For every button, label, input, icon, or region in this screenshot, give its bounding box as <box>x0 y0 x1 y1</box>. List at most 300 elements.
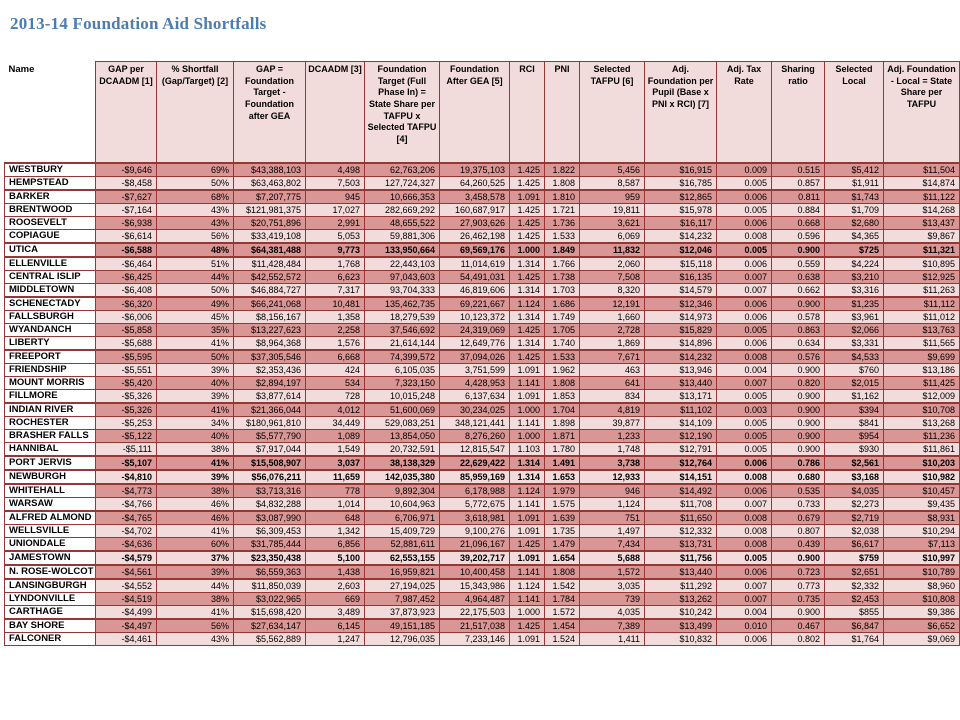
cell-adj-foundation-local-state-share: $9,699 <box>884 350 960 364</box>
cell-foundation-target-full-phase-in-: 6,105,035 <box>365 364 440 377</box>
cell-selected-tafpu-6: 751 <box>580 511 645 525</box>
district-name: ROCHESTER <box>5 417 96 430</box>
cell-adj-tax-rate: 0.008 <box>717 525 772 538</box>
cell-adj-foundation-local-state-share: $14,874 <box>884 177 960 191</box>
cell-foundation-after-gea-5: 11,014,619 <box>440 257 510 271</box>
district-name: BRENTWOOD <box>5 204 96 217</box>
cell-gap-foundation-target-foundation: $6,309,453 <box>234 525 306 538</box>
cell-selected-local: $760 <box>825 364 884 377</box>
cell-shortfall-gap-target-2: 69% <box>157 163 234 177</box>
cell-shortfall-gap-target-2: 43% <box>157 633 234 646</box>
cell-adj-foundation-local-state-share: $14,268 <box>884 204 960 217</box>
cell-gap-foundation-target-foundation: $11,428,484 <box>234 257 306 271</box>
cell-gap-per-dcaadm-1: -$6,464 <box>96 257 157 271</box>
cell-adj-foundation-local-state-share: $8,931 <box>884 511 960 525</box>
cell-gap-per-dcaadm-1: -$6,938 <box>96 217 157 230</box>
cell-sharing-ratio: 0.439 <box>772 538 825 552</box>
cell-adj-foundation-local-state-share: $11,565 <box>884 337 960 351</box>
cell-shortfall-gap-target-2: 56% <box>157 619 234 633</box>
cell-dcaadm-3: 1,358 <box>306 311 365 324</box>
cell-foundation-after-gea-5: 69,569,176 <box>440 243 510 257</box>
cell-sharing-ratio: 0.679 <box>772 511 825 525</box>
district-name: UNIONDALE <box>5 538 96 552</box>
cell-sharing-ratio: 0.900 <box>772 551 825 565</box>
cell-dcaadm-3: 2,258 <box>306 324 365 337</box>
cell-gap-foundation-target-foundation: $23,350,438 <box>234 551 306 565</box>
cell-gap-foundation-target-foundation: $15,698,420 <box>234 606 306 620</box>
cell-adj-tax-rate: 0.008 <box>717 470 772 484</box>
cell-adj-tax-rate: 0.006 <box>717 337 772 351</box>
cell-gap-foundation-target-foundation: $42,552,572 <box>234 271 306 284</box>
cell-adj-foundation-per-pupil-base-x-: $11,102 <box>645 403 717 417</box>
cell-gap-foundation-target-foundation: $63,463,802 <box>234 177 306 191</box>
cell-adj-tax-rate: 0.006 <box>717 484 772 498</box>
cell-selected-local: $3,316 <box>825 284 884 298</box>
cell-sharing-ratio: 0.723 <box>772 565 825 579</box>
cell-foundation-after-gea-5: 30,234,025 <box>440 403 510 417</box>
cell-gap-per-dcaadm-1: -$4,636 <box>96 538 157 552</box>
table-row-middletown <box>5 284 960 298</box>
cell-selected-local: $759 <box>825 551 884 565</box>
cell-dcaadm-3: 778 <box>306 484 365 498</box>
cell-dcaadm-3: 6,623 <box>306 271 365 284</box>
cell-gap-per-dcaadm-1: -$5,326 <box>96 390 157 404</box>
table-row-fallsburgh <box>5 311 960 324</box>
cell-adj-foundation-local-state-share: $9,386 <box>884 606 960 620</box>
cell-dcaadm-3: 9,773 <box>306 243 365 257</box>
table-row-lyndonville <box>5 593 960 606</box>
district-name: WARSAW <box>5 498 96 512</box>
cell-sharing-ratio: 0.900 <box>772 417 825 430</box>
cell-shortfall-gap-target-2: 38% <box>157 484 234 498</box>
cell-pni: 1.704 <box>545 403 580 417</box>
table-row-port-jervis <box>5 456 960 470</box>
cell-adj-foundation-local-state-share: $10,982 <box>884 470 960 484</box>
cell-gap-foundation-target-foundation: $2,353,436 <box>234 364 306 377</box>
cell-foundation-target-full-phase-in-: 62,763,206 <box>365 163 440 177</box>
cell-gap-foundation-target-foundation: $64,381,488 <box>234 243 306 257</box>
cell-sharing-ratio: 0.863 <box>772 324 825 337</box>
cell-gap-foundation-target-foundation: $3,087,990 <box>234 511 306 525</box>
cell-shortfall-gap-target-2: 46% <box>157 498 234 512</box>
cell-adj-foundation-per-pupil-base-x-: $14,896 <box>645 337 717 351</box>
cell-dcaadm-3: 6,668 <box>306 350 365 364</box>
cell-gap-foundation-target-foundation: $3,022,965 <box>234 593 306 606</box>
cell-dcaadm-3: 2,991 <box>306 217 365 230</box>
cell-adj-foundation-per-pupil-base-x-: $16,915 <box>645 163 717 177</box>
cell-shortfall-gap-target-2: 43% <box>157 217 234 230</box>
cell-adj-tax-rate: 0.005 <box>717 177 772 191</box>
cell-pni: 1.810 <box>545 190 580 204</box>
cell-dcaadm-3: 728 <box>306 390 365 404</box>
cell-pni: 1.491 <box>545 456 580 470</box>
table-row-n-rose-wolcot <box>5 565 960 579</box>
table-row-roosevelt <box>5 217 960 230</box>
cell-sharing-ratio: 0.900 <box>772 403 825 417</box>
cell-adj-foundation-per-pupil-base-x-: $15,829 <box>645 324 717 337</box>
table-row-central-islip <box>5 271 960 284</box>
cell-foundation-target-full-phase-in-: 18,279,539 <box>365 311 440 324</box>
cell-selected-tafpu-6: 959 <box>580 190 645 204</box>
table-row-newburgh <box>5 470 960 484</box>
cell-sharing-ratio: 0.900 <box>772 364 825 377</box>
cell-gap-per-dcaadm-1: -$4,519 <box>96 593 157 606</box>
cell-sharing-ratio: 0.668 <box>772 217 825 230</box>
table-row-jamestown <box>5 551 960 565</box>
cell-gap-foundation-target-foundation: $6,559,363 <box>234 565 306 579</box>
cell-foundation-after-gea-5: 64,260,525 <box>440 177 510 191</box>
cell-foundation-after-gea-5: 37,094,026 <box>440 350 510 364</box>
district-name: INDIAN RIVER <box>5 403 96 417</box>
cell-rci: 1.141 <box>510 417 545 430</box>
cell-sharing-ratio: 0.786 <box>772 456 825 470</box>
cell-foundation-target-full-phase-in-: 74,399,572 <box>365 350 440 364</box>
cell-foundation-after-gea-5: 24,319,069 <box>440 324 510 337</box>
cell-sharing-ratio: 0.515 <box>772 163 825 177</box>
district-name: FRIENDSHIP <box>5 364 96 377</box>
cell-rci: 1.314 <box>510 284 545 298</box>
cell-adj-foundation-per-pupil-base-x-: $13,946 <box>645 364 717 377</box>
cell-adj-tax-rate: 0.005 <box>717 243 772 257</box>
cell-adj-foundation-local-state-share: $11,321 <box>884 243 960 257</box>
cell-adj-tax-rate: 0.004 <box>717 364 772 377</box>
cell-gap-foundation-target-foundation: $4,832,288 <box>234 498 306 512</box>
cell-dcaadm-3: 669 <box>306 593 365 606</box>
cell-gap-foundation-target-foundation: $56,076,211 <box>234 470 306 484</box>
district-name: FALCONER <box>5 633 96 646</box>
cell-adj-tax-rate: 0.008 <box>717 538 772 552</box>
table-row-ellenville <box>5 257 960 271</box>
cell-adj-tax-rate: 0.005 <box>717 417 772 430</box>
cell-selected-local: $6,617 <box>825 538 884 552</box>
cell-sharing-ratio: 0.735 <box>772 593 825 606</box>
cell-adj-tax-rate: 0.005 <box>717 443 772 457</box>
cell-adj-foundation-local-state-share: $11,425 <box>884 377 960 390</box>
col-header-selected-tafpu-6: Selected TAFPU [6] <box>580 62 645 164</box>
col-header-name: Name <box>5 62 96 164</box>
cell-foundation-target-full-phase-in-: 93,704,333 <box>365 284 440 298</box>
cell-shortfall-gap-target-2: 44% <box>157 271 234 284</box>
cell-sharing-ratio: 0.467 <box>772 619 825 633</box>
cell-gap-per-dcaadm-1: -$5,551 <box>96 364 157 377</box>
cell-shortfall-gap-target-2: 43% <box>157 204 234 217</box>
cell-adj-foundation-per-pupil-base-x-: $12,791 <box>645 443 717 457</box>
cell-rci: 1.425 <box>510 350 545 364</box>
cell-pni: 1.766 <box>545 257 580 271</box>
cell-adj-foundation-per-pupil-base-x-: $12,764 <box>645 456 717 470</box>
cell-gap-per-dcaadm-1: -$4,561 <box>96 565 157 579</box>
cell-dcaadm-3: 1,438 <box>306 565 365 579</box>
cell-sharing-ratio: 0.900 <box>772 297 825 311</box>
cell-foundation-after-gea-5: 3,618,981 <box>440 511 510 525</box>
cell-foundation-target-full-phase-in-: 38,138,329 <box>365 456 440 470</box>
foundation-aid-shortfalls-table <box>4 61 960 646</box>
cell-sharing-ratio: 0.900 <box>772 443 825 457</box>
cell-adj-tax-rate: 0.006 <box>717 633 772 646</box>
table-row-alfred-almond <box>5 511 960 525</box>
district-name: LIBERTY <box>5 337 96 351</box>
cell-adj-tax-rate: 0.006 <box>717 311 772 324</box>
cell-shortfall-gap-target-2: 45% <box>157 311 234 324</box>
cell-pni: 1.686 <box>545 297 580 311</box>
cell-adj-tax-rate: 0.007 <box>717 271 772 284</box>
table-row-indian-river <box>5 403 960 417</box>
cell-selected-local: $4,224 <box>825 257 884 271</box>
cell-selected-tafpu-6: 3,738 <box>580 456 645 470</box>
cell-foundation-after-gea-5: 19,375,103 <box>440 163 510 177</box>
cell-selected-tafpu-6: 1,748 <box>580 443 645 457</box>
district-name: SCHENECTADY <box>5 297 96 311</box>
cell-rci: 1.314 <box>510 470 545 484</box>
cell-gap-per-dcaadm-1: -$4,461 <box>96 633 157 646</box>
cell-dcaadm-3: 7,317 <box>306 284 365 298</box>
cell-gap-per-dcaadm-1: -$4,766 <box>96 498 157 512</box>
cell-adj-foundation-local-state-share: $11,504 <box>884 163 960 177</box>
cell-selected-local: $4,533 <box>825 350 884 364</box>
cell-rci: 1.124 <box>510 297 545 311</box>
cell-adj-foundation-per-pupil-base-x-: $14,579 <box>645 284 717 298</box>
cell-pni: 1.822 <box>545 163 580 177</box>
cell-pni: 1.784 <box>545 593 580 606</box>
col-header-rci: RCI <box>510 62 545 164</box>
cell-adj-tax-rate: 0.010 <box>717 619 772 633</box>
cell-pni: 1.735 <box>545 525 580 538</box>
district-name: ROOSEVELT <box>5 217 96 230</box>
cell-pni: 1.575 <box>545 498 580 512</box>
cell-shortfall-gap-target-2: 41% <box>157 403 234 417</box>
cell-gap-per-dcaadm-1: -$9,646 <box>96 163 157 177</box>
cell-selected-tafpu-6: 11,832 <box>580 243 645 257</box>
cell-dcaadm-3: 2,603 <box>306 579 365 593</box>
col-header-pni: PNI <box>545 62 580 164</box>
cell-adj-foundation-per-pupil-base-x-: $10,832 <box>645 633 717 646</box>
cell-foundation-after-gea-5: 10,400,458 <box>440 565 510 579</box>
cell-pni: 1.542 <box>545 579 580 593</box>
cell-shortfall-gap-target-2: 50% <box>157 177 234 191</box>
cell-shortfall-gap-target-2: 50% <box>157 284 234 298</box>
cell-adj-foundation-per-pupil-base-x-: $12,332 <box>645 525 717 538</box>
table-row-liberty <box>5 337 960 351</box>
cell-gap-foundation-target-foundation: $66,241,068 <box>234 297 306 311</box>
district-name: BARKER <box>5 190 96 204</box>
cell-pni: 1.572 <box>545 606 580 620</box>
cell-adj-foundation-local-state-share: $13,763 <box>884 324 960 337</box>
cell-dcaadm-3: 6,145 <box>306 619 365 633</box>
cell-dcaadm-3: 5,053 <box>306 230 365 244</box>
district-name: LANSINGBURGH <box>5 579 96 593</box>
cell-selected-local: $4,365 <box>825 230 884 244</box>
cell-dcaadm-3: 17,027 <box>306 204 365 217</box>
district-name: LYNDONVILLE <box>5 593 96 606</box>
district-name: MOUNT MORRIS <box>5 377 96 390</box>
table-row-bay-shore <box>5 619 960 633</box>
cell-adj-foundation-per-pupil-base-x-: $13,440 <box>645 565 717 579</box>
cell-sharing-ratio: 0.900 <box>772 390 825 404</box>
cell-foundation-after-gea-5: 26,462,198 <box>440 230 510 244</box>
cell-adj-foundation-per-pupil-base-x-: $11,292 <box>645 579 717 593</box>
cell-gap-foundation-target-foundation: $27,634,147 <box>234 619 306 633</box>
cell-foundation-after-gea-5: 4,964,487 <box>440 593 510 606</box>
cell-rci: 1.141 <box>510 593 545 606</box>
cell-shortfall-gap-target-2: 38% <box>157 443 234 457</box>
cell-sharing-ratio: 0.680 <box>772 470 825 484</box>
cell-adj-tax-rate: 0.006 <box>717 565 772 579</box>
cell-selected-local: $725 <box>825 243 884 257</box>
cell-rci: 1.000 <box>510 606 545 620</box>
cell-adj-foundation-per-pupil-base-x-: $14,232 <box>645 230 717 244</box>
cell-shortfall-gap-target-2: 39% <box>157 470 234 484</box>
cell-adj-foundation-local-state-share: $12,009 <box>884 390 960 404</box>
district-name: ALFRED ALMOND <box>5 511 96 525</box>
cell-rci: 1.000 <box>510 243 545 257</box>
cell-dcaadm-3: 534 <box>306 377 365 390</box>
cell-rci: 1.141 <box>510 498 545 512</box>
cell-adj-tax-rate: 0.005 <box>717 430 772 443</box>
cell-gap-per-dcaadm-1: -$5,858 <box>96 324 157 337</box>
cell-dcaadm-3: 5,100 <box>306 551 365 565</box>
col-header-gap-per-dcaadm-1: GAP per DCAADM [1] <box>96 62 157 164</box>
cell-adj-foundation-per-pupil-base-x-: $11,650 <box>645 511 717 525</box>
district-name: COPIAGUE <box>5 230 96 244</box>
cell-pni: 1.740 <box>545 337 580 351</box>
cell-selected-local: $1,743 <box>825 190 884 204</box>
cell-gap-per-dcaadm-1: -$6,320 <box>96 297 157 311</box>
cell-selected-tafpu-6: 7,389 <box>580 619 645 633</box>
cell-adj-foundation-per-pupil-base-x-: $12,190 <box>645 430 717 443</box>
cell-pni: 1.721 <box>545 204 580 217</box>
cell-dcaadm-3: 1,768 <box>306 257 365 271</box>
cell-gap-per-dcaadm-1: -$4,765 <box>96 511 157 525</box>
cell-selected-local: $2,561 <box>825 456 884 470</box>
cell-gap-foundation-target-foundation: $3,713,316 <box>234 484 306 498</box>
cell-selected-local: $6,847 <box>825 619 884 633</box>
district-name: PORT JERVIS <box>5 456 96 470</box>
cell-adj-foundation-local-state-share: $9,069 <box>884 633 960 646</box>
cell-gap-foundation-target-foundation: $33,419,108 <box>234 230 306 244</box>
district-name: FREEPORT <box>5 350 96 364</box>
cell-selected-local: $3,331 <box>825 337 884 351</box>
cell-adj-foundation-local-state-share: $9,435 <box>884 498 960 512</box>
cell-foundation-target-full-phase-in-: 10,666,353 <box>365 190 440 204</box>
cell-foundation-target-full-phase-in-: 10,015,248 <box>365 390 440 404</box>
cell-adj-tax-rate: 0.005 <box>717 551 772 565</box>
cell-selected-tafpu-6: 3,035 <box>580 579 645 593</box>
cell-selected-local: $5,412 <box>825 163 884 177</box>
district-name: WYANDANCH <box>5 324 96 337</box>
cell-pni: 1.808 <box>545 565 580 579</box>
cell-selected-tafpu-6: 1,660 <box>580 311 645 324</box>
cell-rci: 1.425 <box>510 204 545 217</box>
cell-shortfall-gap-target-2: 56% <box>157 230 234 244</box>
cell-foundation-after-gea-5: 3,751,599 <box>440 364 510 377</box>
cell-shortfall-gap-target-2: 40% <box>157 377 234 390</box>
cell-gap-per-dcaadm-1: -$6,614 <box>96 230 157 244</box>
cell-dcaadm-3: 10,481 <box>306 297 365 311</box>
cell-foundation-after-gea-5: 85,959,169 <box>440 470 510 484</box>
district-name: CENTRAL ISLIP <box>5 271 96 284</box>
cell-gap-per-dcaadm-1: -$5,122 <box>96 430 157 443</box>
cell-foundation-after-gea-5: 12,815,547 <box>440 443 510 457</box>
cell-dcaadm-3: 1,549 <box>306 443 365 457</box>
cell-foundation-after-gea-5: 5,772,675 <box>440 498 510 512</box>
cell-foundation-target-full-phase-in-: 135,462,735 <box>365 297 440 311</box>
district-name: HEMPSTEAD <box>5 177 96 191</box>
cell-dcaadm-3: 34,449 <box>306 417 365 430</box>
col-header-sharing-ratio: Sharing ratio <box>772 62 825 164</box>
cell-adj-foundation-local-state-share: $10,997 <box>884 551 960 565</box>
cell-selected-tafpu-6: 2,060 <box>580 257 645 271</box>
table-row-freeport <box>5 350 960 364</box>
cell-adj-foundation-per-pupil-base-x-: $13,262 <box>645 593 717 606</box>
cell-selected-local: $2,453 <box>825 593 884 606</box>
cell-selected-local: $1,162 <box>825 390 884 404</box>
cell-dcaadm-3: 1,014 <box>306 498 365 512</box>
cell-adj-foundation-per-pupil-base-x-: $14,232 <box>645 350 717 364</box>
cell-foundation-after-gea-5: 27,903,626 <box>440 217 510 230</box>
cell-foundation-after-gea-5: 160,687,917 <box>440 204 510 217</box>
cell-dcaadm-3: 648 <box>306 511 365 525</box>
cell-sharing-ratio: 0.773 <box>772 579 825 593</box>
cell-foundation-target-full-phase-in-: 49,151,185 <box>365 619 440 633</box>
cell-sharing-ratio: 0.535 <box>772 484 825 498</box>
cell-selected-local: $1,911 <box>825 177 884 191</box>
cell-adj-foundation-per-pupil-base-x-: $12,346 <box>645 297 717 311</box>
cell-rci: 1.425 <box>510 538 545 552</box>
table-row-hempstead <box>5 177 960 191</box>
cell-adj-tax-rate: 0.007 <box>717 579 772 593</box>
cell-selected-tafpu-6: 463 <box>580 364 645 377</box>
cell-shortfall-gap-target-2: 41% <box>157 606 234 620</box>
district-name: WESTBURY <box>5 163 96 177</box>
cell-adj-tax-rate: 0.006 <box>717 257 772 271</box>
cell-rci: 1.425 <box>510 619 545 633</box>
cell-adj-foundation-per-pupil-base-x-: $14,492 <box>645 484 717 498</box>
table-row-warsaw <box>5 498 960 512</box>
cell-selected-local: $2,332 <box>825 579 884 593</box>
district-name: ELLENVILLE <box>5 257 96 271</box>
table-row-brentwood <box>5 204 960 217</box>
cell-pni: 1.853 <box>545 390 580 404</box>
cell-selected-tafpu-6: 5,688 <box>580 551 645 565</box>
cell-sharing-ratio: 0.857 <box>772 177 825 191</box>
cell-adj-foundation-local-state-share: $11,122 <box>884 190 960 204</box>
cell-adj-tax-rate: 0.008 <box>717 230 772 244</box>
cell-dcaadm-3: 4,012 <box>306 403 365 417</box>
cell-gap-per-dcaadm-1: -$5,111 <box>96 443 157 457</box>
table-row-copiague <box>5 230 960 244</box>
cell-adj-foundation-local-state-share: $10,457 <box>884 484 960 498</box>
cell-adj-foundation-per-pupil-base-x-: $16,135 <box>645 271 717 284</box>
cell-shortfall-gap-target-2: 41% <box>157 525 234 538</box>
cell-selected-tafpu-6: 1,497 <box>580 525 645 538</box>
table-row-hannibal <box>5 443 960 457</box>
col-header-adj-foundation-local-state-share: Adj. Foundation - Local = State Share per TAFPU <box>884 62 960 164</box>
cell-rci: 1.091 <box>510 633 545 646</box>
cell-foundation-target-full-phase-in-: 59,881,306 <box>365 230 440 244</box>
col-header-foundation-target-full-phase-in-: Foundation Target (Full Phase In) = State Share per TAFPU x Selected TAFPU [4] <box>365 62 440 164</box>
table-row-barker <box>5 190 960 204</box>
cell-adj-foundation-per-pupil-base-x-: $14,109 <box>645 417 717 430</box>
table-body <box>5 163 960 646</box>
cell-foundation-target-full-phase-in-: 27,194,025 <box>365 579 440 593</box>
cell-selected-tafpu-6: 4,819 <box>580 403 645 417</box>
cell-rci: 1.091 <box>510 364 545 377</box>
cell-selected-local: $841 <box>825 417 884 430</box>
cell-selected-local: $2,066 <box>825 324 884 337</box>
cell-selected-tafpu-6: 5,456 <box>580 163 645 177</box>
table-row-westbury <box>5 163 960 177</box>
cell-adj-foundation-local-state-share: $11,263 <box>884 284 960 298</box>
